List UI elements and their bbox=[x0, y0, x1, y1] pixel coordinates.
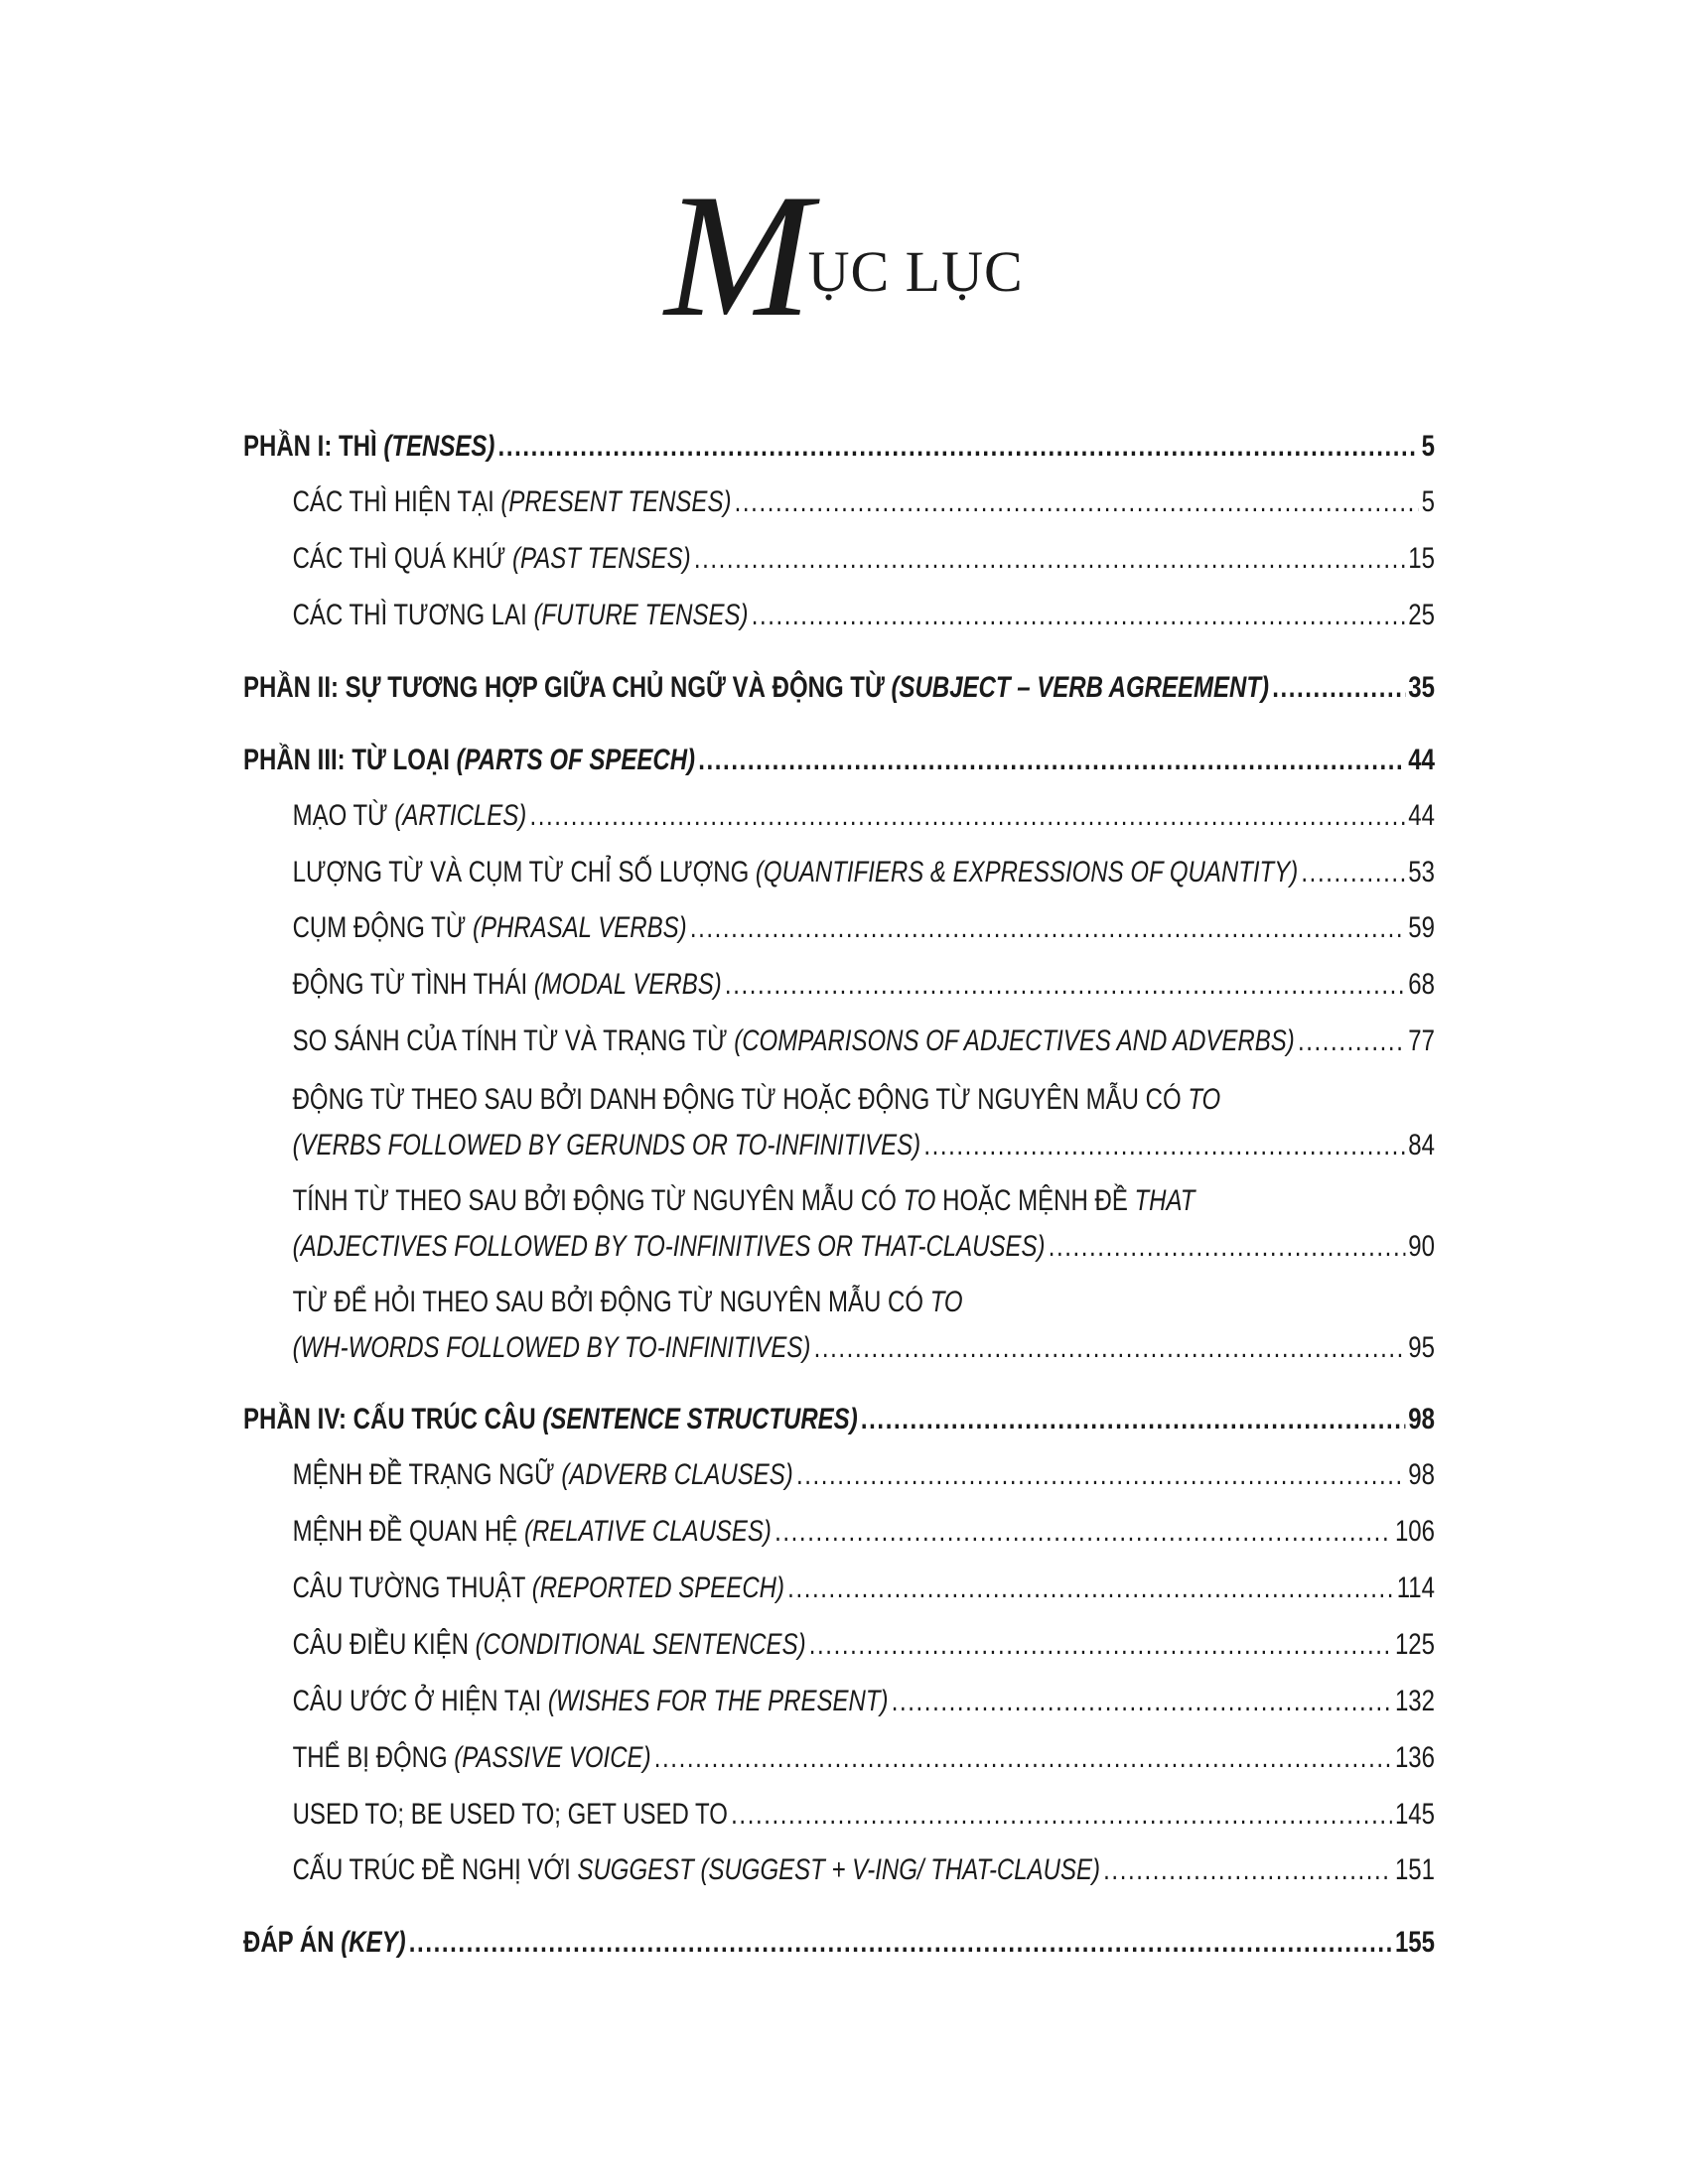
toc-part-4[interactable] bbox=[243, 1398, 1435, 1441]
toc-item-comparisons[interactable] bbox=[243, 1020, 1435, 1063]
toc-page-number: 151 bbox=[1394, 1853, 1435, 1886]
toc-label: MỆNH ĐỀ QUAN HỆ bbox=[292, 1515, 524, 1548]
title-rest: ỤC LỤC bbox=[807, 239, 1024, 304]
toc-page-number: 114 bbox=[1396, 1571, 1435, 1604]
toc-label-en: (PHRASAL VERBS) bbox=[472, 911, 687, 944]
leader-dots bbox=[752, 594, 1405, 637]
toc-part-2[interactable] bbox=[243, 666, 1435, 710]
toc-page-number: 68 bbox=[1408, 968, 1435, 1001]
toc-item-present-tenses[interactable] bbox=[243, 480, 1435, 524]
toc-item-used-to[interactable] bbox=[243, 1793, 1435, 1837]
toc-item-future-tenses[interactable] bbox=[243, 594, 1435, 637]
toc-label-en: (QUANTIFIERS & EXPRESSIONS OF QUANTITY) bbox=[755, 856, 1299, 888]
toc-item-past-tenses[interactable] bbox=[243, 537, 1435, 581]
toc-page-number: 125 bbox=[1394, 1628, 1435, 1661]
toc-label-en: THAT bbox=[1134, 1184, 1196, 1217]
toc-page-number: 95 bbox=[1408, 1331, 1435, 1364]
toc-label: ĐÁP ÁN bbox=[243, 1926, 342, 1959]
toc-label: CẤU TRÚC ĐỀ NGHỊ VỚI bbox=[292, 1853, 578, 1886]
toc-part-3[interactable] bbox=[243, 739, 1435, 782]
toc-label: HOẶC MỆNH ĐỀ bbox=[935, 1184, 1135, 1217]
toc-page-number: 25 bbox=[1408, 599, 1435, 631]
toc-item-adverb-clauses[interactable] bbox=[243, 1453, 1435, 1497]
toc-page-number: 35 bbox=[1408, 671, 1435, 704]
leader-dots bbox=[735, 480, 1419, 524]
leader-dots bbox=[529, 794, 1405, 838]
toc-label: MỆNH ĐỀ TRẠNG NGỮ bbox=[292, 1458, 562, 1491]
toc-page-number: 98 bbox=[1408, 1403, 1435, 1435]
toc-page-number: 106 bbox=[1394, 1515, 1435, 1548]
toc-label: ĐỘNG TỪ TÌNH THÁI bbox=[292, 968, 534, 1001]
toc-label-en: (TENSES) bbox=[383, 430, 495, 463]
leader-dots bbox=[698, 739, 1405, 782]
toc-label-en: (WH-WORDS FOLLOWED BY TO-INFINITIVES) bbox=[292, 1331, 811, 1364]
toc-label-en: TO bbox=[903, 1184, 936, 1217]
toc-page-number: 132 bbox=[1394, 1685, 1435, 1717]
toc-item-conditional-sentences[interactable] bbox=[243, 1623, 1435, 1667]
toc-item-wishes[interactable] bbox=[243, 1680, 1435, 1723]
toc-page-number: 145 bbox=[1394, 1798, 1435, 1831]
toc-label: PHẦN IV: CẤU TRÚC CÂU bbox=[243, 1403, 543, 1435]
toc-key[interactable] bbox=[243, 1921, 1435, 1965]
leader-dots bbox=[409, 1921, 1392, 1965]
toc-label-en: (ADJECTIVES FOLLOWED BY TO-INFINITIVES OR THAT-CLAUSES) bbox=[292, 1230, 1046, 1263]
toc-label-en: (KEY) bbox=[341, 1926, 406, 1959]
leader-dots bbox=[1049, 1225, 1405, 1269]
leader-dots bbox=[814, 1326, 1405, 1370]
toc-page-number: 155 bbox=[1394, 1926, 1435, 1959]
page-title bbox=[0, 157, 1688, 353]
leader-dots bbox=[498, 425, 1419, 469]
toc-item-modal-verbs[interactable] bbox=[243, 963, 1435, 1007]
toc-label: TỪ ĐỂ HỎI THEO SAU BỞI ĐỘNG TỪ NGUYÊN MẪU CÓ bbox=[292, 1286, 930, 1318]
leader-dots bbox=[796, 1453, 1405, 1497]
toc-label: PHẦN II: SỰ TƯƠNG HỢP GIỮA CHỦ NGỮ VÀ ĐỘNG TỪ bbox=[243, 671, 892, 704]
toc-item-quantifiers[interactable] bbox=[243, 851, 1435, 894]
toc-item-passive-voice[interactable] bbox=[243, 1736, 1435, 1780]
toc-page-number: 136 bbox=[1394, 1741, 1435, 1774]
toc-label-en: (ARTICLES) bbox=[394, 799, 527, 832]
leader-dots bbox=[774, 1510, 1392, 1554]
toc-item-suggest[interactable] bbox=[243, 1848, 1435, 1892]
toc-page-number: 98 bbox=[1408, 1458, 1435, 1491]
toc-label-en: (SENTENCE STRUCTURES) bbox=[542, 1403, 858, 1435]
toc-label: PHẦN III: TỪ LOẠI bbox=[243, 744, 457, 776]
leader-dots bbox=[892, 1680, 1392, 1723]
toc-label-en: (SUBJECT – VERB AGREEMENT) bbox=[891, 671, 1270, 704]
toc-label-en: (VERBS FOLLOWED BY GERUNDS OR TO-INFINITIVES) bbox=[292, 1129, 921, 1161]
toc-page-number: 53 bbox=[1408, 856, 1435, 888]
toc-label: LƯỢNG TỪ VÀ CỤM TỪ CHỈ SỐ LƯỢNG bbox=[292, 856, 756, 888]
toc-label: ĐỘNG TỪ THEO SAU BỞI DANH ĐỘNG TỪ HOẶC ĐỘNG TỪ NGUYÊN MẪU CÓ bbox=[292, 1083, 1189, 1116]
toc-label-en: (MODAL VERBS) bbox=[533, 968, 722, 1001]
toc-label: CÂU ĐIỀU KIỆN bbox=[292, 1628, 476, 1661]
leader-dots bbox=[654, 1736, 1392, 1780]
toc-page-number: 77 bbox=[1408, 1024, 1435, 1057]
toc-page-number: 84 bbox=[1408, 1129, 1435, 1161]
toc-item-phrasal-verbs[interactable] bbox=[243, 906, 1435, 950]
toc-item-relative-clauses[interactable] bbox=[243, 1510, 1435, 1554]
toc-page-number: 5 bbox=[1421, 430, 1435, 463]
leader-dots bbox=[923, 1124, 1405, 1167]
leader-dots bbox=[1103, 1848, 1392, 1892]
toc-page-number: 90 bbox=[1408, 1230, 1435, 1263]
toc-label: SO SÁNH CỦA TÍNH TỪ VÀ TRẠNG TỪ bbox=[292, 1024, 735, 1057]
leader-dots bbox=[1301, 851, 1405, 894]
leader-dots bbox=[1272, 666, 1405, 710]
toc-page-number: 5 bbox=[1421, 485, 1435, 518]
toc-item-articles[interactable] bbox=[243, 794, 1435, 838]
toc-label: PHẦN I: THÌ bbox=[243, 430, 384, 463]
toc-label-en: (COMPARISONS OF ADJECTIVES AND ADVERBS) bbox=[734, 1024, 1295, 1057]
toc-label: CÂU TƯỜNG THUẬT bbox=[292, 1571, 532, 1604]
toc-label: USED TO; BE USED TO; GET USED TO bbox=[292, 1798, 728, 1831]
toc-label: THỂ BỊ ĐỘNG bbox=[292, 1741, 455, 1774]
toc-label: CÁC THÌ TƯƠNG LAI bbox=[292, 599, 534, 631]
toc-label-en: SUGGEST (SUGGEST + V-ING/ THAT-CLAUSE) bbox=[577, 1853, 1100, 1886]
toc-label-en: TO bbox=[1188, 1083, 1221, 1116]
toc-page-number: 15 bbox=[1408, 542, 1435, 575]
toc-item-verbs-gerunds[interactable] bbox=[243, 1076, 1435, 1167]
toc-label-en: (CONDITIONAL SENTENCES) bbox=[475, 1628, 806, 1661]
toc-item-adjectives-infinitives[interactable] bbox=[243, 1177, 1435, 1269]
leader-dots bbox=[694, 537, 1405, 581]
toc-label-en: (FUTURE TENSES) bbox=[533, 599, 749, 631]
leader-dots bbox=[731, 1793, 1392, 1837]
toc-label-en: (PRESENT TENSES) bbox=[500, 485, 732, 518]
toc-page-number: 44 bbox=[1408, 799, 1435, 832]
toc-label: TÍNH TỪ THEO SAU BỞI ĐỘNG TỪ NGUYÊN MẪU CÓ bbox=[292, 1184, 904, 1217]
toc-label-en: (WISHES FOR THE PRESENT) bbox=[547, 1685, 889, 1717]
leader-dots bbox=[861, 1398, 1405, 1441]
toc-page-number: 44 bbox=[1408, 744, 1435, 776]
toc-label-en: (RELATIVE CLAUSES) bbox=[523, 1515, 772, 1548]
leader-dots bbox=[787, 1567, 1393, 1610]
title-initial: M bbox=[664, 157, 808, 353]
toc-label: CÁC THÌ HIỆN TẠI bbox=[292, 485, 501, 518]
toc-item-wh-words[interactable] bbox=[243, 1279, 1435, 1370]
leader-dots bbox=[809, 1623, 1392, 1667]
toc-label: MẠO TỪ bbox=[292, 799, 395, 832]
toc-label-en: (PASSIVE VOICE) bbox=[454, 1741, 651, 1774]
toc-page-number: 59 bbox=[1408, 911, 1435, 944]
toc-label: CỤM ĐỘNG TỪ bbox=[292, 911, 473, 944]
toc-label-en: (REPORTED SPEECH) bbox=[531, 1571, 784, 1604]
toc-label-en: (PARTS OF SPEECH) bbox=[456, 744, 696, 776]
toc-item-reported-speech[interactable] bbox=[243, 1567, 1435, 1610]
toc-label-en: (ADVERB CLAUSES) bbox=[561, 1458, 793, 1491]
toc-label-en: TO bbox=[929, 1286, 963, 1318]
leader-dots bbox=[725, 963, 1405, 1007]
leader-dots bbox=[690, 906, 1405, 950]
leader-dots bbox=[1298, 1020, 1405, 1063]
toc-part-1[interactable] bbox=[243, 425, 1435, 469]
toc-label: CÁC THÌ QUÁ KHỨ bbox=[292, 542, 513, 575]
toc-label-en: (PAST TENSES) bbox=[512, 542, 691, 575]
toc-label: CÂU ƯỚC Ở HIỆN TẠI bbox=[292, 1685, 548, 1717]
